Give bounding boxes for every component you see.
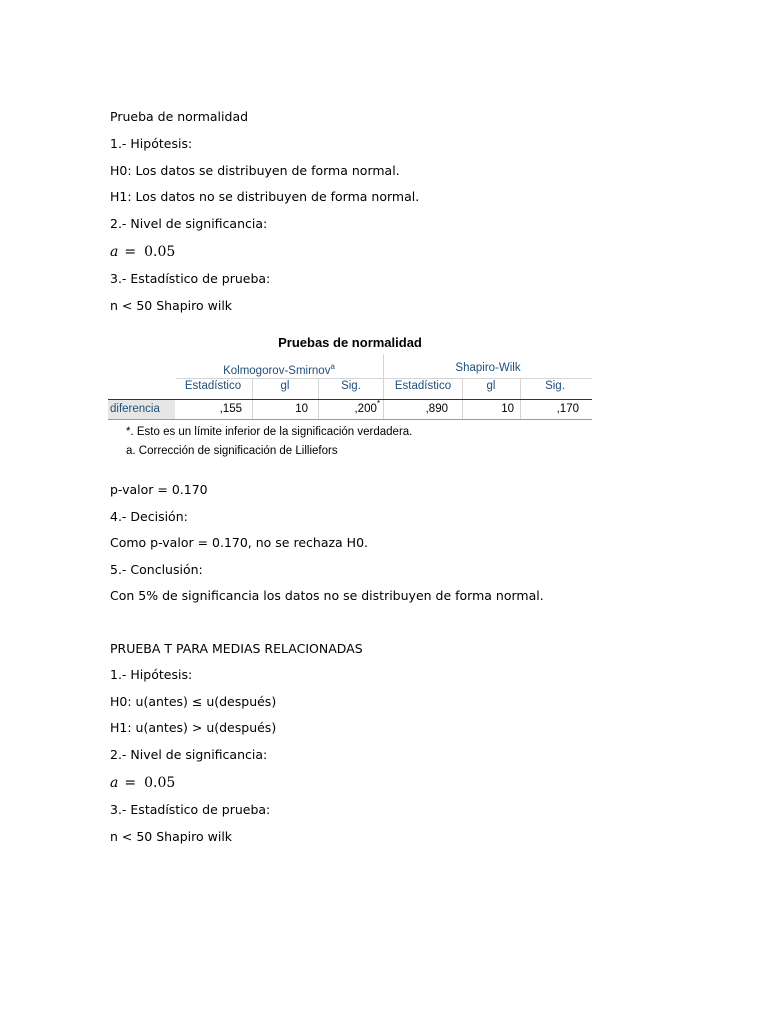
group-separator <box>383 354 384 419</box>
cell-ks-sig-superscript: * <box>376 399 380 408</box>
nivel-heading-2: 2.- Nivel de significancia: <box>110 747 268 762</box>
pvalor-line: p-valor = 0.170 <box>110 482 208 497</box>
alpha-equals: = <box>124 244 137 260</box>
group-ks-label: Kolmogorov-Smirnov <box>223 364 331 377</box>
conclusion-text: Con 5% de significancia los datos no se distribuyen de forma normal. <box>110 588 544 603</box>
group-divider <box>176 378 592 379</box>
cell-sw-sig: ,170 <box>556 403 579 415</box>
alpha-formula-2 <box>110 774 175 792</box>
nivel-heading: 2.- Nivel de significancia: <box>110 216 268 231</box>
decision-heading: 4.- Decisión: <box>110 509 188 524</box>
footnote-asterisk: *. Esto es un límite inferior de la significación verdadera. <box>126 426 413 438</box>
cell-ks-sig <box>320 400 380 419</box>
hipotesis-heading-2: 1.- Hipótesis: <box>110 667 193 682</box>
cell-sw-gl: 10 <box>501 403 514 415</box>
cell-ks-sig-value: ,200 <box>354 403 377 415</box>
n-line-2: n < 50 Shapiro wilk <box>110 829 233 844</box>
row-label-diferencia: diferencia <box>108 400 175 419</box>
n-line: n < 50 Shapiro wilk <box>110 298 233 313</box>
group-header-ks <box>176 362 382 377</box>
estadistico-heading-2: 3.- Estadístico de prueba: <box>110 802 271 817</box>
footnote-a: a. Corrección de significación de Lilliefors <box>126 445 338 457</box>
bottom-rule <box>108 419 592 420</box>
table-title: Pruebas de normalidad <box>278 335 422 350</box>
col-header-gl-sw: gl <box>486 380 496 392</box>
col-header-sig-ks: Sig. <box>341 380 361 392</box>
alpha-value: 0.05 <box>144 244 176 260</box>
alpha-value-2: 0.05 <box>144 775 176 791</box>
conclusion-heading: 5.- Conclusión: <box>110 562 203 577</box>
col-header-gl-ks: gl <box>280 380 290 392</box>
alpha-equals-2: = <box>124 775 137 791</box>
group-header-sw: Shapiro-Wilk <box>455 362 521 374</box>
group-ks-superscript: a <box>330 362 335 371</box>
cell-ks-estadistico: ,155 <box>219 403 242 415</box>
alpha-variable-2: a <box>110 775 119 791</box>
decision-text: Como p-valor = 0.170, no se rechaza H0. <box>110 535 369 550</box>
alpha-formula <box>110 243 175 261</box>
cell-sw-estadistico: ,890 <box>425 403 448 415</box>
section-title-prueba-t: PRUEBA T PARA MEDIAS RELACIONADAS <box>110 641 363 656</box>
h0-statement-2: H0: u(antes) ≤ u(después) <box>110 694 277 709</box>
hipotesis-heading: 1.- Hipótesis: <box>110 136 193 151</box>
normality-table <box>108 332 592 462</box>
col-header-estadistico-sw: Estadístico <box>394 380 452 392</box>
cell-ks-gl: 10 <box>295 403 308 415</box>
col-header-estadistico-ks: Estadístico <box>184 380 242 392</box>
h1-statement: H1: Los datos no se distribuyen de forma normal. <box>110 189 420 204</box>
alpha-variable: a <box>110 244 119 260</box>
h0-statement: H0: Los datos se distribuyen de forma normal. <box>110 163 400 178</box>
estadistico-heading: 3.- Estadístico de prueba: <box>110 271 271 286</box>
col-header-sig-sw: Sig. <box>545 380 565 392</box>
h1-statement-2: H1: u(antes) > u(después) <box>110 720 277 735</box>
section-title-normalidad: Prueba de normalidad <box>110 109 249 124</box>
